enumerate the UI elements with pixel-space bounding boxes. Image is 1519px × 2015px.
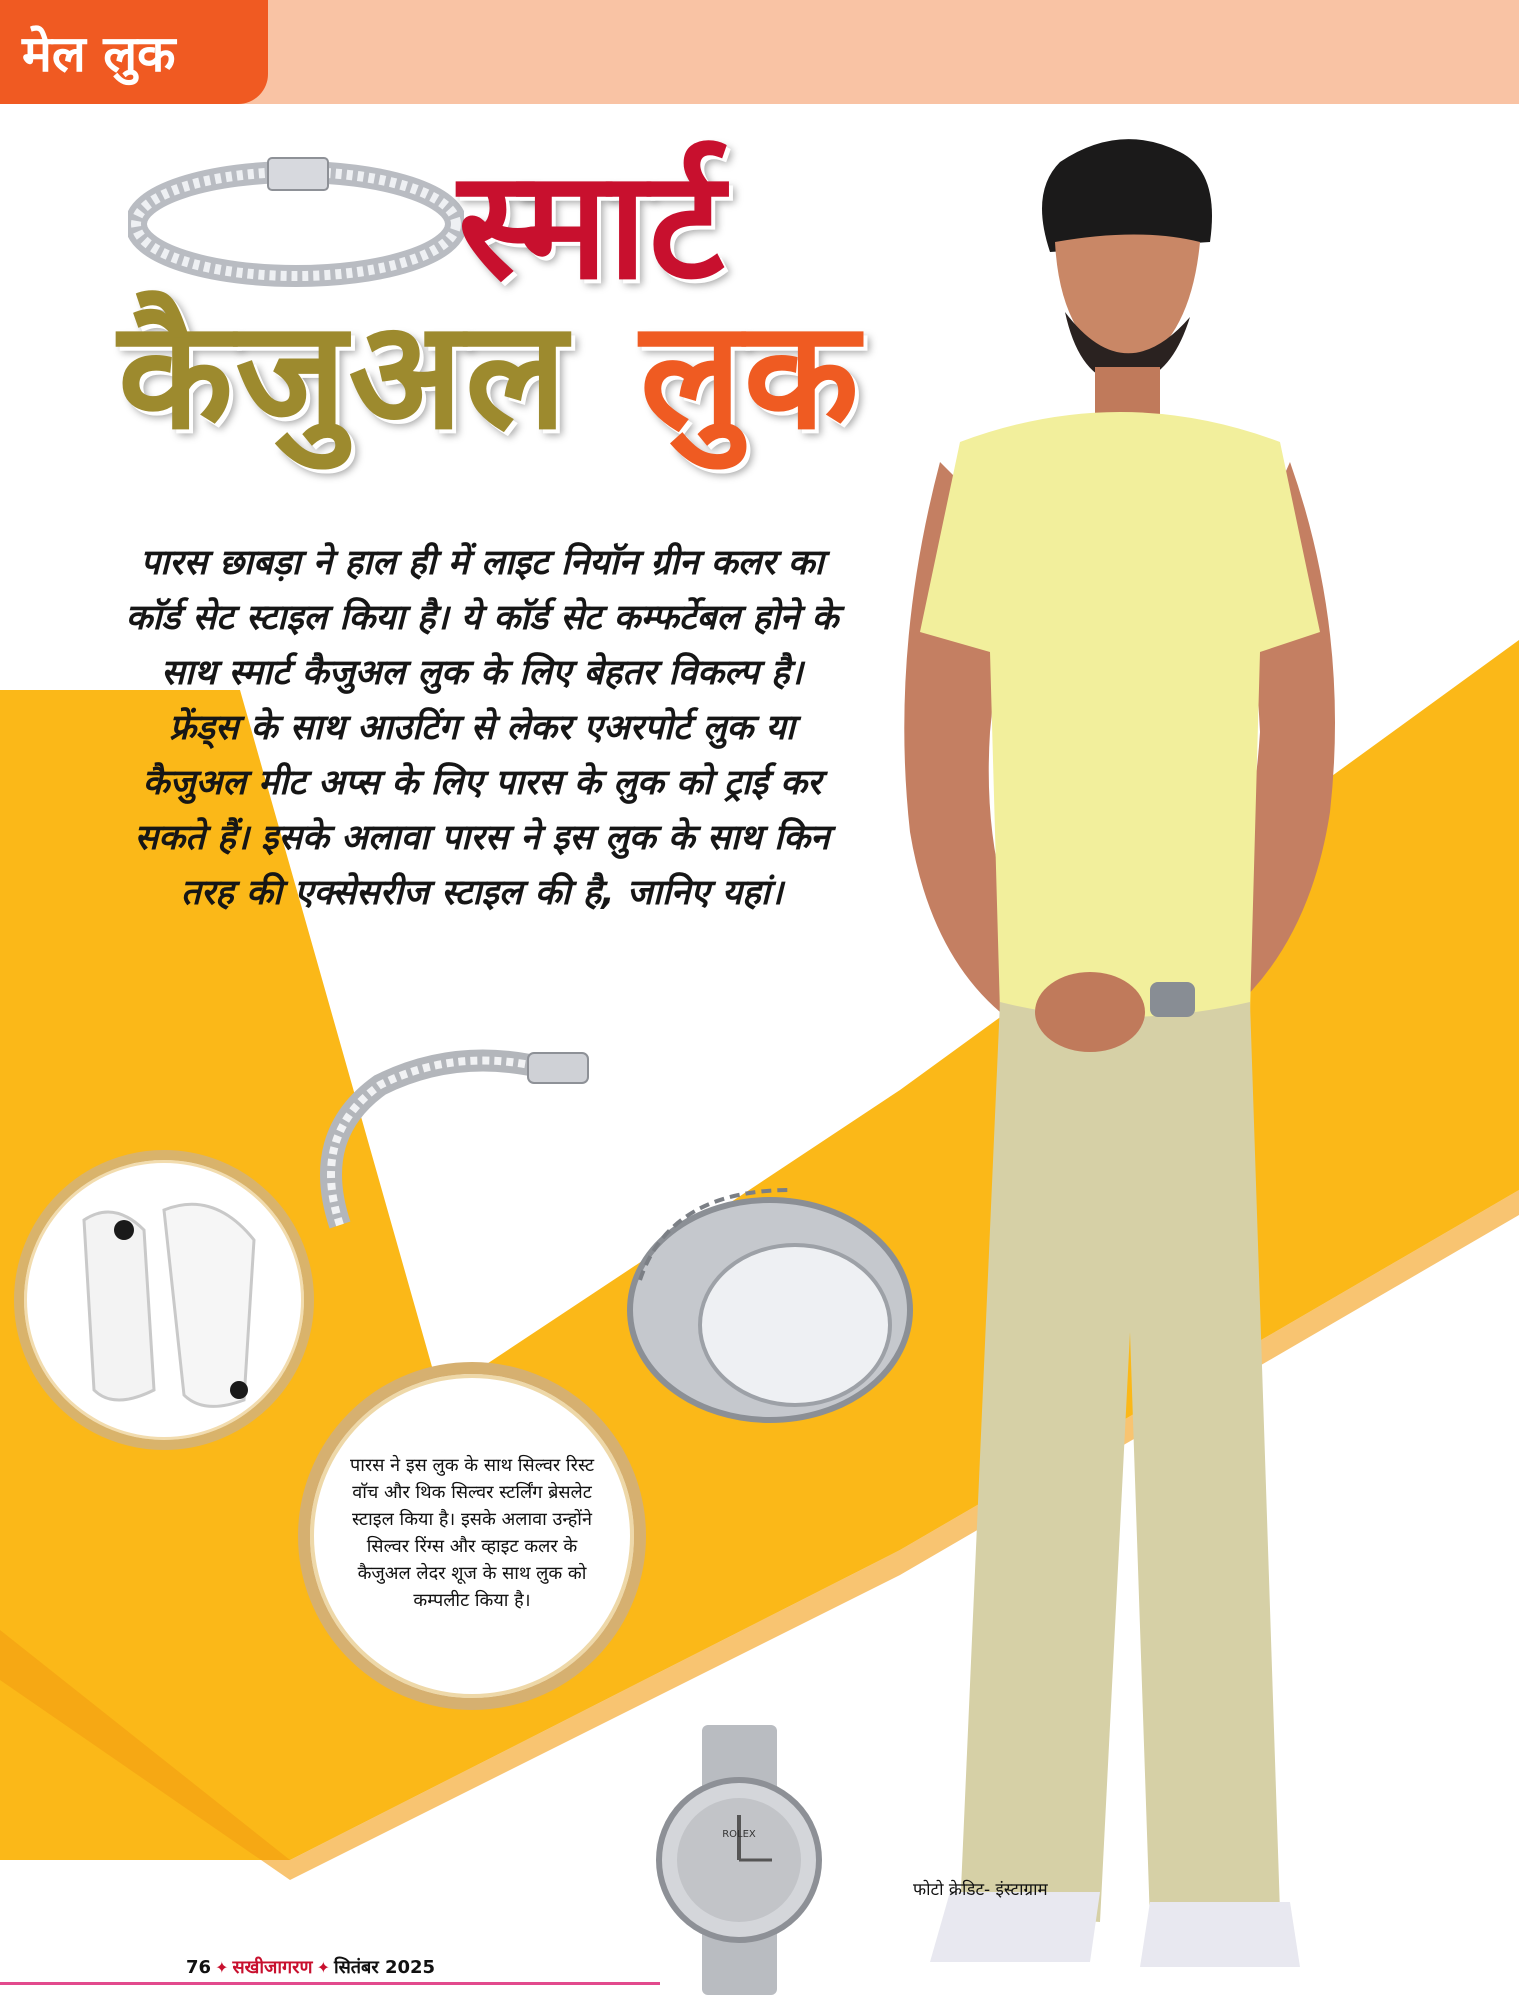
photo-credit: फोटो क्रेडिट- इंस्टाग्राम [913,1880,1048,1900]
page-number: 76 [186,1956,212,1978]
title-line-2a: कैजुअल [118,287,569,463]
franco-chain-bracelet-image [300,1045,630,1255]
star-icon: ✦ [215,1957,229,1977]
section-tab: मेल लुक [0,0,268,104]
white-sneakers-image [14,1150,314,1450]
model-photo [850,132,1370,1972]
chain-bracelet-image [128,150,464,290]
star-icon: ✦ [316,1957,330,1977]
wrist-watch-image [632,1725,847,1995]
watch-brand-label: ROLEX [722,1829,756,1840]
title-line-2b: लुक [640,287,861,463]
footer [186,1955,435,1979]
intro-paragraph: पारस छाबड़ा ने हाल ही में लाइट नियाॅन ग्रीन कलर का काॅर्ड सेट स्टाइल किया है। ये काॅर्ड सेट कम्फर्टेबल होने के साथ स्मार्ट कैजुअल लुक के लिए बेहतर विकल्प है। फ्रेंड्स के साथ आउटिंग से लेकर एअरपोर्ट लुक या कैजुअल मीट अप्स के लिए पारस के लुक को ट्राई कर सकते हैं। इसके अलावा पारस ने इस लुक के साथ किन तरह की एक्सेसरीज स्टाइल की है, जानिए यहां। [125,543,839,913]
caption-text: पारस ने इस लुक के साथ सिल्वर रिस्ट वाॅच और थिक सिल्वर स्टर्लिंग ब्रेसलेट स्टाइल किया है। इसके अलावा उन्होंने सिल्वर रिंग्स और व्हाइट कलर के कैजुअल लेदर शूज के साथ लुक को कम्पलीट किया है। [349,1455,595,1611]
sneaker-icon [24,1160,304,1440]
issue-date: सितंबर 2025 [333,1957,436,1978]
caption-circle [298,1362,646,1710]
magazine-brand: सखीजागरण [232,1957,313,1978]
title-line-1: स्मार्ट [458,137,727,313]
silver-ring-image [610,1150,930,1450]
footer-rule [0,1982,660,1985]
